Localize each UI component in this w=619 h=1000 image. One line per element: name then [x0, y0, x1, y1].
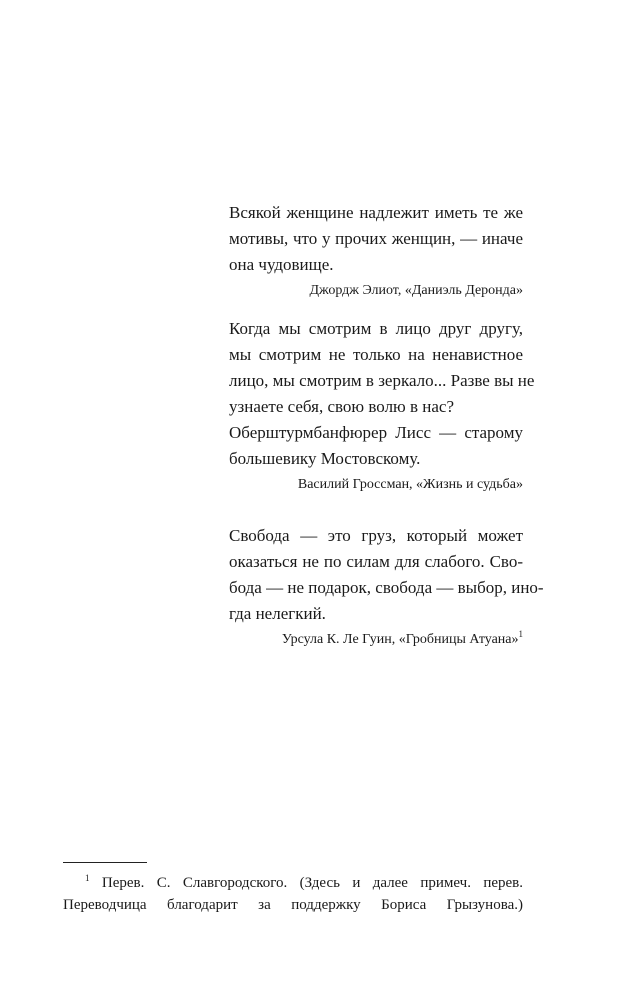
- epigraph-line: узнаете себя, свою волю в нас?: [229, 397, 455, 416]
- footnote: [63, 872, 523, 916]
- footnote-text: Перев. С. Славгородского. (Здесь и далее примеч. перев.: [101, 875, 523, 891]
- epigraph-line: она чудовище.: [229, 255, 334, 274]
- epigraph-le-guin: [229, 523, 544, 650]
- footnote-line: [63, 872, 523, 894]
- footnote-mark: 1: [85, 873, 90, 883]
- epigraph-attribution: Василий Гроссман, «Жизнь и судьба»: [297, 477, 523, 492]
- footnote-separator: [63, 862, 147, 863]
- epigraph-line: мотивы, что у прочих женщин, — иначе: [229, 229, 523, 248]
- attribution-text: Урсула К. Ле Гуин, «Гробницы Атуана»: [281, 632, 519, 647]
- epigraph-line: мы смотрим не только на ненавистное: [229, 345, 523, 364]
- footnote-line: Переводчица благодарит за поддержку Бориса Грызунова.): [63, 897, 523, 913]
- epigraph-line: Оберштурмбанфюрер Лисс — старому: [229, 423, 523, 442]
- epigraph-line: оказаться не по силам для слабого. Сво-: [229, 552, 523, 571]
- epigraph-eliot: [229, 200, 523, 301]
- epigraph-line: Свобода — это груз, который может: [229, 526, 523, 545]
- epigraph-line: гда нелегкий.: [229, 604, 326, 623]
- epigraph-grossman: [229, 316, 535, 495]
- epigraph-line: Всякой женщине надлежит иметь те же: [229, 203, 523, 222]
- footnote-reference[interactable]: 1: [518, 629, 523, 639]
- epigraph-line: Когда мы смотрим в лицо друг другу,: [229, 319, 523, 338]
- epigraph-line: лицо, мы смотрим в зеркало... Разве вы не: [229, 371, 535, 390]
- epigraph-line: бода — не подарок, свобода — выбор, ино-: [229, 578, 544, 597]
- epigraph-line: большевику Мостовскому.: [229, 449, 421, 468]
- epigraph-attribution: Джордж Элиот, «Даниэль Деронда»: [309, 283, 523, 298]
- epigraph-attribution: [229, 630, 523, 650]
